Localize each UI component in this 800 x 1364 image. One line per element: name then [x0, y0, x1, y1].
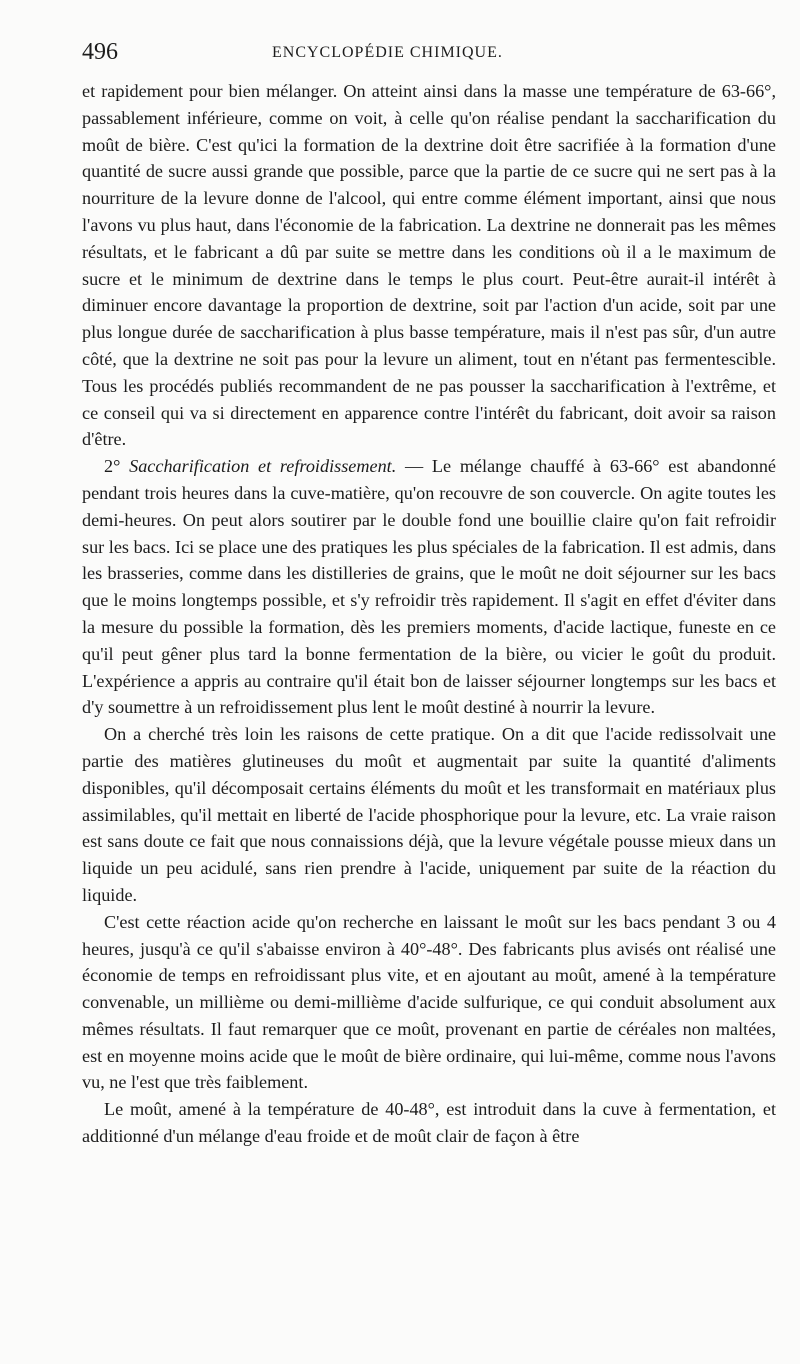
body-text: [82, 78, 776, 1150]
section-heading: Saccharification et refroidissement.: [129, 456, 397, 477]
paragraph-text: et rapidement pour bien mélanger. On atteint ainsi dans la masse une température de 63-66°, passablement inférieure, comme on voit, à celle qu'on réalise pendant la saccharification du moût de bière. C'est qu'ici la formation de la dextrine doit être sacrifiée à la formation d'une quantité de sucre aussi grande que possible, parce que la partie de ce sucre qui ne sert pas à la nourriture de la levure donne de l'alcool, qui entre comme élément important, ainsi que nous l'avons vu plus haut, dans l'économie de la fabrication. La dextrine ne donnerait pas les mêmes résultats, et le fabricant a dû par suite se mettre dans les conditions où il a le maximum de sucre et le minimum de dextrine dans le temps le plus court. Peut-être aurait-il intérêt à diminuer encore davantage la proportion de dextrine, soit par l'action d'un acide, soit par une plus longue durée de saccharification à plus basse température, mais il n'est pas sûr, d'un autre côté, que la dextrine ne soit pas pour la levure un aliment, tout en n'étant pas fermentescible. Tous les procédés publiés recommandent de ne pas pousser la saccharification à l'extrême, et ce conseil qui va si directement en apparence contre l'intérêt du fabricant, doit avoir sa raison d'être.: [82, 81, 776, 450]
paragraph-text: — Le mélange chauffé à 63-66° est abandonné pendant trois heures dans la cuve-matière, qu'on recouvre de son couvercle. On agite toutes les demi-heures. On peut alors soutirer par le double fond une bouillie claire qu'on fait refroidir sur les bacs. Ici se place une des pratiques les plus spéciales de la fabrication. Il est admis, dans les brasseries, comme dans les distilleries de grains, que le moût ne doit séjourner sur les bacs que le moins longtemps possible, et s'y refroidir très rapidement. Il s'agit en effet d'éviter dans la mesure du possible la formation, dès les premiers moments, d'acide lactique, funeste en ce qu'il peut gêner plus tard la bonne fermentation de la bière, ou vicier le goût du produit. L'expérience a appris au contraire qu'il était bon de laisser séjourner longtemps sur les bacs et d'y soumettre à un refroidissement plus lent le moût destiné à nourrir la levure.: [82, 456, 776, 718]
paragraph: [82, 721, 776, 909]
page-header: [82, 34, 772, 70]
paragraph-text: C'est cette réaction acide qu'on recherche en laissant le moût sur les bacs pendant 3 ou 4 heures, jusqu'à ce qu'il s'abaisse environ à 40°-48°. Des fabricants plus avisés ont réalisé une économie de temps en refroidissant plus vite, et en ajoutant au moût, amené à la température convenable, un millième ou demi-millième d'acide sulfurique, ce qui conduit absolument aux mêmes résultats. Il faut remarquer que ce moût, provenant en partie de céréales non maltées, est en moyenne moins acide que le moût de bière ordinaire, qui lui-même, comme nous l'avons vu, ne l'est que très faiblement.: [82, 911, 776, 1093]
running-title: ENCYCLOPÉDIE CHIMIQUE.: [272, 44, 503, 61]
paragraph-text: On a cherché très loin les raisons de cette pratique. On a dit que l'acide redissolvait une partie des matières glutineuses du moût et augmentait par suite la quantité d'aliments disponibles, qu'il décomposait certains éléments du moût et les transformait en matériaux plus assimilables, qu'il mettait en liberté de l'acide phosphorique pour la levure, etc. La vraie raison est sans doute ce fait que nous connaissions déjà, que la levure végétale pousse mieux dans un liquide un peu acidulé, sans rien prendre à l'acide, uniquement par suite de la réaction du liquide.: [82, 724, 776, 905]
paragraph: [82, 1096, 776, 1150]
paragraph-text: Le moût, amené à la température de 40-48°, est introduit dans la cuve à fermentation, et additionné d'un mélange d'eau froide et de moût clair de façon à être: [82, 1099, 776, 1147]
page-number: 496: [82, 39, 118, 65]
paragraph: [82, 909, 776, 1097]
section-paragraph: [82, 453, 776, 721]
section-number: 2°: [104, 456, 121, 477]
paragraph-continuation: [82, 78, 776, 453]
